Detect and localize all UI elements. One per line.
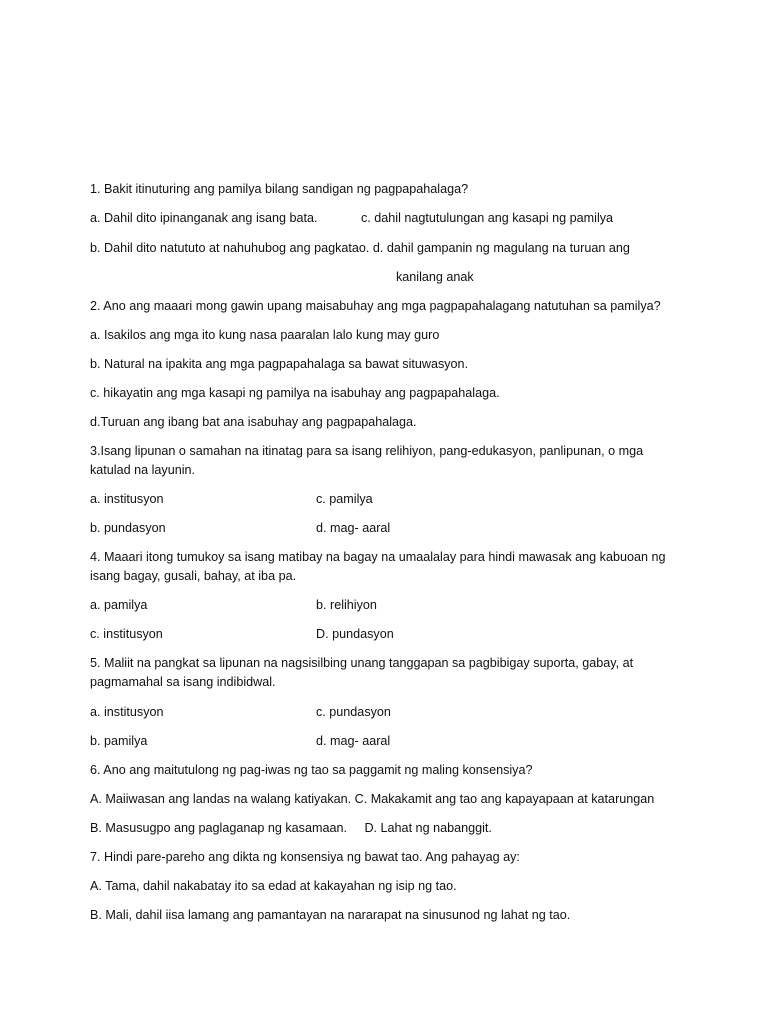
q4-question-line1: 4. Maaari itong tumukoy sa isang matibay na bagay na umaalalay para hindi mawasak ang kabuoan ng bbox=[90, 550, 666, 564]
q6-choice-b-d: B. Masusugpo ang paglaganap ng kasamaan. D. Lahat ng nabanggit. bbox=[90, 821, 492, 835]
q4-question-line2: isang bagay, gusali, bahay, at iba pa. bbox=[90, 569, 297, 583]
q6-question: 6. Ano ang maitutulong ng pag-iwas ng tao sa paggamit ng maling konsensiya? bbox=[90, 763, 533, 777]
q1-question: 1. Bakit itinuturing ang pamilya bilang sandigan ng pagpapahalaga? bbox=[90, 182, 469, 196]
q3-choice-d: d. mag- aaral bbox=[316, 521, 391, 535]
q2-choice-d: d.Turuan ang ibang bat ana isabuhay ang pagpapahalaga. bbox=[90, 415, 417, 429]
q5-choice-b: b. pamilya bbox=[90, 734, 148, 748]
q6-choice-a-c: A. Maiiwasan ang landas na walang katiyakan. C. Makakamit ang tao ang kapayapaan at katarungan bbox=[90, 792, 655, 806]
q3-question-line2: katulad na layunin. bbox=[90, 463, 196, 477]
q1-choice-d-continued: kanilang anak bbox=[396, 270, 474, 284]
q3-question-line1: 3.Isang lipunan o samahan na itinatag para sa isang relihiyon, pang-edukasyon, panlipunan, o mga bbox=[90, 444, 644, 458]
q2-choice-b: b. Natural na ipakita ang mga pagpapahalaga sa bawat situwasyon. bbox=[90, 357, 469, 371]
q5-question-line1: 5. Maliit na pangkat sa lipunan na nagsisilbing unang tanggapan sa pagbibigay suporta, gabay, at bbox=[90, 656, 634, 670]
q5-choice-a: a. institusyon bbox=[90, 705, 164, 719]
q7-question: 7. Hindi pare-pareho ang dikta ng konsensiya ng bawat tao. Ang pahayag ay: bbox=[90, 850, 520, 864]
q2-choice-a: a. Isakilos ang mga ito kung nasa paaralan lalo kung may guro bbox=[90, 328, 440, 342]
q4-choice-c: c. institusyon bbox=[90, 627, 163, 641]
q3-choice-c: c. pamilya bbox=[316, 492, 373, 506]
q3-choice-b: b. pundasyon bbox=[90, 521, 166, 535]
q1-choice-b-d: b. Dahil dito natututo at nahuhubog ang pagkatao. d. dahil gampanin ng magulang na turuan ang bbox=[90, 241, 630, 255]
q5-question-line2: pagmamahal sa isang indibidwal. bbox=[90, 675, 276, 689]
q7-choice-b: B. Mali, dahil iisa lamang ang pamantayan na nararapat na sinusunod ng lahat ng tao. bbox=[90, 908, 571, 922]
q3-choice-a: a. institusyon bbox=[90, 492, 164, 506]
q2-choice-c: c. hikayatin ang mga kasapi ng pamilya na isabuhay ang pagpapahalaga. bbox=[90, 386, 500, 400]
q1-choice-c: c. dahil nagtutulungan ang kasapi ng pamilya bbox=[361, 211, 614, 225]
q4-choice-a: a. pamilya bbox=[90, 598, 148, 612]
q4-choice-b: b. relihiyon bbox=[316, 598, 377, 612]
q5-choice-d: d. mag- aaral bbox=[316, 734, 391, 748]
q7-choice-a: A. Tama, dahil nakabatay ito sa edad at kakayahan ng isip ng tao. bbox=[90, 879, 457, 893]
q4-choice-d: D. pundasyon bbox=[316, 627, 394, 641]
q5-choice-c: c. pundasyon bbox=[316, 705, 391, 719]
q2-question: 2. Ano ang maaari mong gawin upang maisabuhay ang mga pagpapahalagang natutuhan sa pamilya? bbox=[90, 299, 661, 313]
q1-choice-a: a. Dahil dito ipinanganak ang isang bata. bbox=[90, 211, 318, 225]
